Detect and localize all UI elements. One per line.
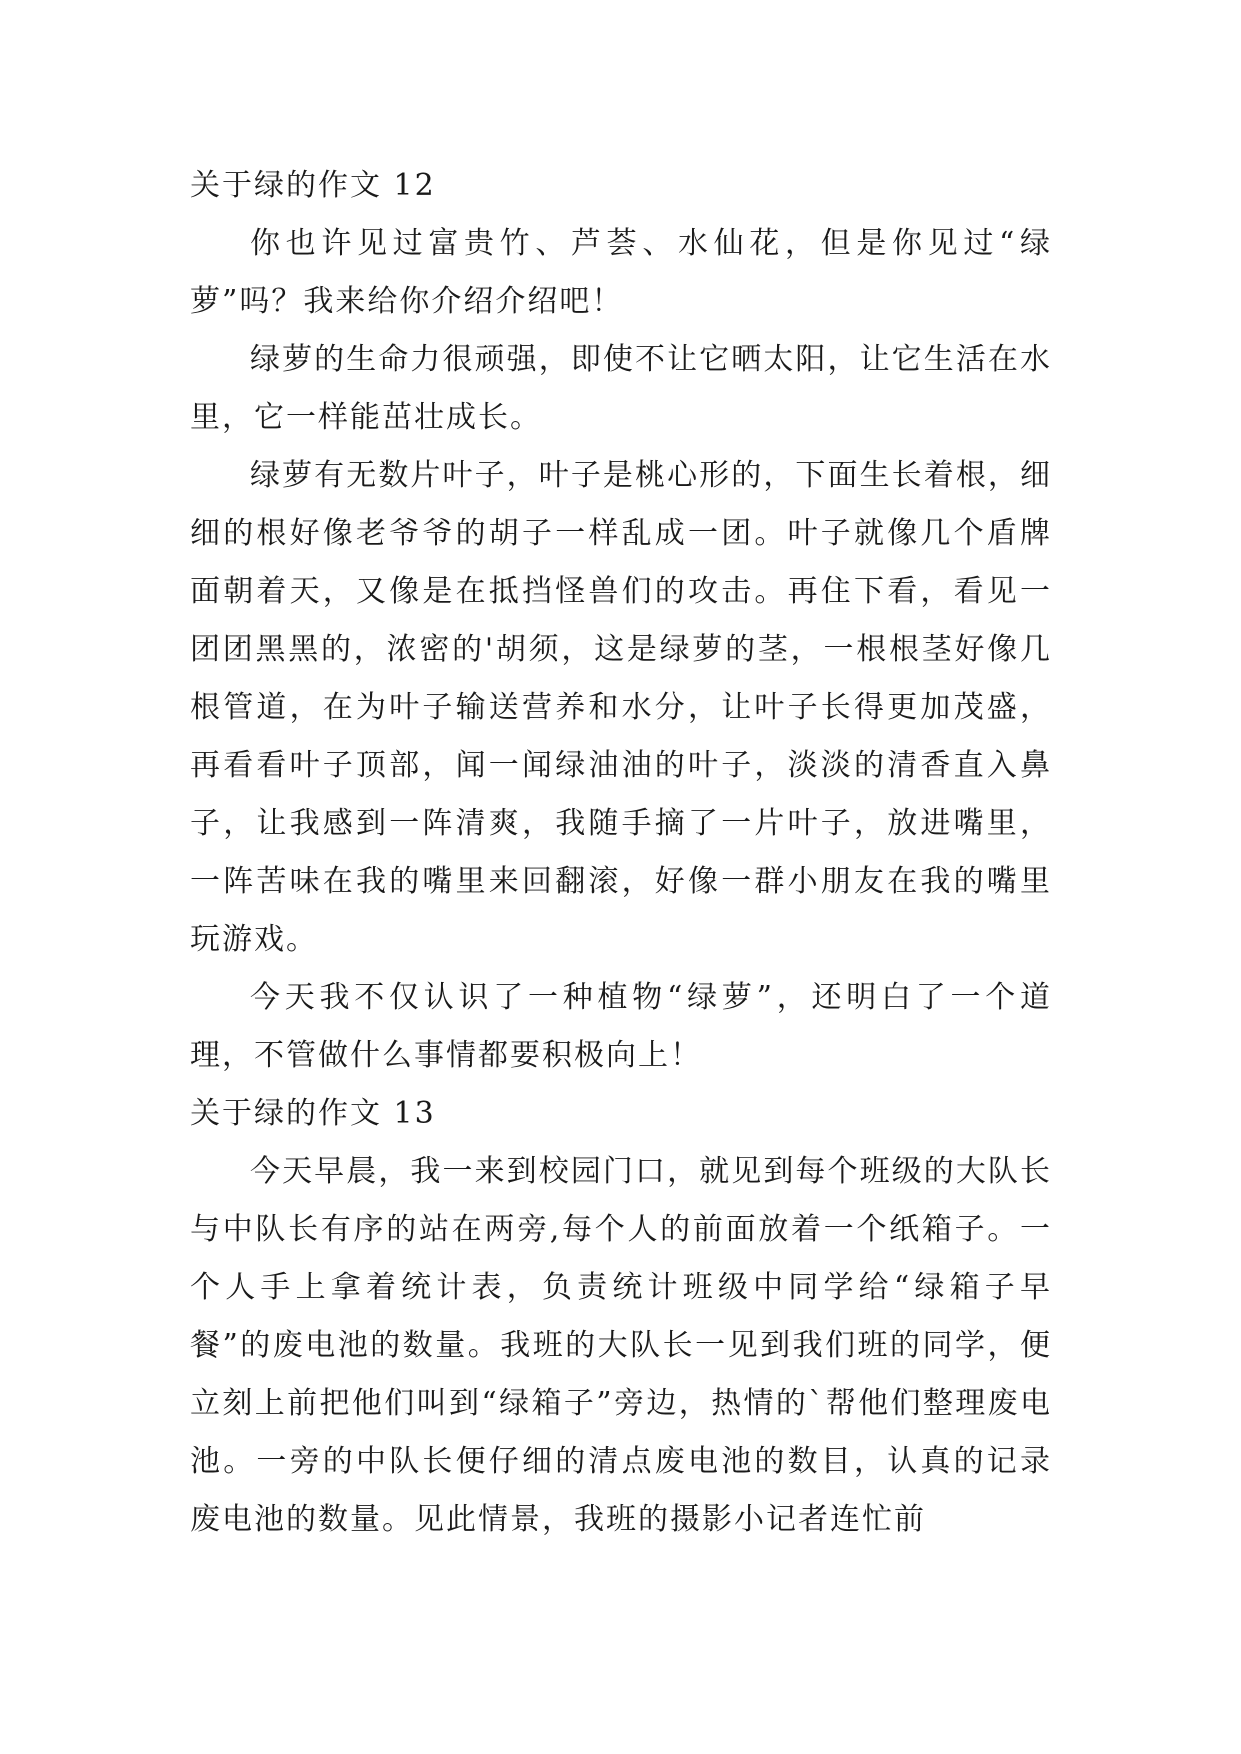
section-heading: 关于绿的作文 13 xyxy=(190,1096,436,1131)
paragraph: 你也许见过富贵竹、芦荟、水仙花，但是你见过“绿萝”吗？我来给你介绍介绍吧！ xyxy=(190,226,1052,319)
paragraph: 绿萝的生命力很顽强，即使不让它晒太阳，让它生活在水里，它一样能茁壮成长。 xyxy=(190,342,1052,435)
paragraph: 今天早晨，我一来到校园门口，就见到每个班级的大队长与中队长有序的站在两旁,每个人的前面放着一个纸箱子。一个人手上拿着统计表，负责统计班级中同学给“绿箱子早餐”的废电池的数量。我班的大队长一见到我们班的同学，便立刻上前把他们叫到“绿箱子”旁边，热情的`帮他们整理废电池。一旁的中队长便仔细的清点废电池的数目，认真的记录废电池的数量。见此情景，我班的摄影小记者连忙前 xyxy=(190,1154,1052,1537)
document-body xyxy=(190,157,1052,1549)
paragraph: 绿萝有无数片叶子，叶子是桃心形的，下面生长着根，细细的根好像老爷爷的胡子一样乱成一团。叶子就像几个盾牌面朝着天，又像是在抵挡怪兽们的攻击。再住下看，看见一团团黑黑的，浓密的'胡须，这是绿萝的茎，一根根茎好像几根管道，在为叶子输送营养和水分，让叶子长得更加茂盛，再看看叶子顶部，闻一闻绿油油的叶子，淡淡的清香直入鼻子，让我感到一阵清爽，我随手摘了一片叶子，放进嘴里，一阵苦味在我的嘴里来回翻滚，好像一群小朋友在我的嘴里玩游戏。 xyxy=(190,458,1052,957)
paragraph: 今天我不仅认识了一种植物“绿萝”，还明白了一个道理，不管做什么事情都要积极向上！ xyxy=(190,980,1052,1073)
section-heading: 关于绿的作文 12 xyxy=(190,168,436,203)
